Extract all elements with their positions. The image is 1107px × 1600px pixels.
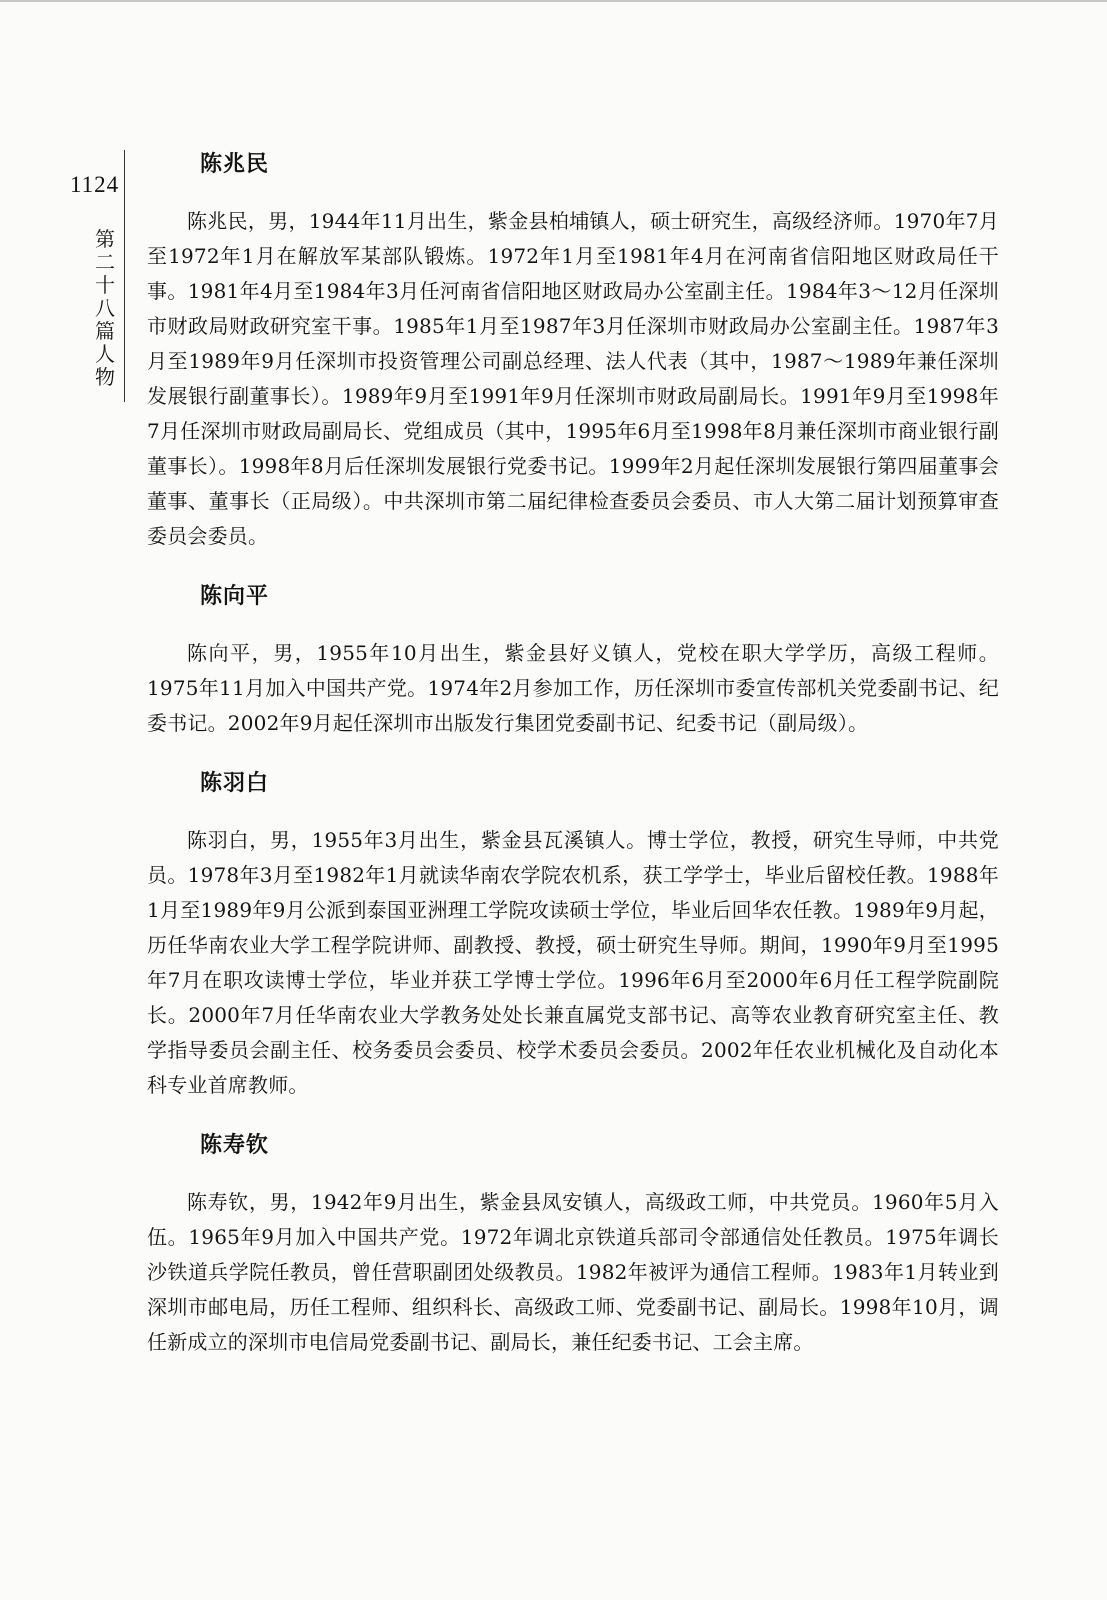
top-rule	[0, 0, 1107, 2]
biography-entry	[147, 1131, 999, 1360]
entry-body: 陈寿钦，男，1942年9月出生，紫金县凤安镇人，高级政工师，中共党员。1960年5月入伍。1965年9月加入中国共产党。1972年调北京铁道兵部司令部通信处任教员。1975年调长沙铁道兵学院任教员，曾任营职副团处级教员。1982年被评为通信工程师。1983年1月转业到深圳市邮电局，历任工程师、组织科长、高级政工师、党委副书记、副局长。1998年10月，调任新成立的深圳市电信局党委副书记、副局长，兼任纪委书记、工会主席。	[147, 1190, 999, 1354]
entry-body: 陈羽白，男，1955年3月出生，紫金县瓦溪镇人。博士学位，教授，研究生导师，中共党员。1978年3月至1982年1月就读华南农学院农机系，获工学学士，毕业后留校任教。1988年1月至1989年9月公派到泰国亚洲理工学院攻读硕士学位，毕业后回华农任教。1989年9月起，历任华南农业大学工程学院讲师、副教授、教授，硕士研究生导师。期间，1990年9月至1995年7月在职攻读博士学位，毕业并获工学博士学位。1996年6月至2000年6月任工程学院副院长。2000年7月任华南农业大学教务处处长兼直属党支部书记、高等农业教育研究室主任、教学指导委员会副主任、校务委员会委员、校学术委员会委员。2002年任农业机械化及自动化本科专业首席教师。	[147, 828, 999, 1097]
entry-body: 陈兆民，男，1944年11月出生，紫金县柏埔镇人，硕士研究生，高级经济师。1970年7月至1972年1月在解放军某部队锻炼。1972年1月至1981年4月在河南省信阳地区财政局任干事。1981年4月至1984年3月任河南省信阳地区财政局办公室副主任。1984年3～12月任深圳市财政局财政研究室干事。1985年1月至1987年3月任深圳市财政局办公室副主任。1987年3月至1989年9月任深圳市投资管理公司副总经理、法人代表（其中，1987～1989年兼任深圳发展银行副董事长）。1989年9月至1991年9月任深圳市财政局副局长。1991年9月至1998年7月任深圳市财政局副局长、党组成员（其中，1995年6月至1998年8月兼任深圳市商业银行副董事长）。1998年8月后任深圳发展银行党委书记。1999年2月起任深圳发展银行第四届董事会董事、董事长（正局级）。中共深圳市第二届纪律检查委员会委员、市人大第二届计划预算审查委员会委员。	[147, 209, 999, 548]
entry-heading: 陈羽白	[200, 771, 270, 796]
entry-heading: 陈兆民	[200, 152, 270, 177]
biography-entry	[147, 582, 999, 741]
entry-body: 陈向平，男，1955年10月出生，紫金县好义镇人，党校在职大学学历，高级工程师。1975年11月加入中国共产党。1974年2月参加工作，历任深圳市委宣传部机关党委副书记、纪委书记。2002年9月起任深圳市出版发行集团党委副书记、纪委书记（副局级）。	[147, 641, 999, 735]
running-head: 第二十八篇 人物	[95, 227, 115, 389]
page-content	[147, 150, 999, 1388]
biography-entry	[147, 150, 999, 554]
page-number: 1124	[70, 172, 120, 197]
entry-heading: 陈向平	[200, 584, 270, 609]
margin-rule	[124, 150, 125, 402]
biography-entry	[147, 769, 999, 1103]
entry-heading: 陈寿钦	[200, 1133, 270, 1158]
